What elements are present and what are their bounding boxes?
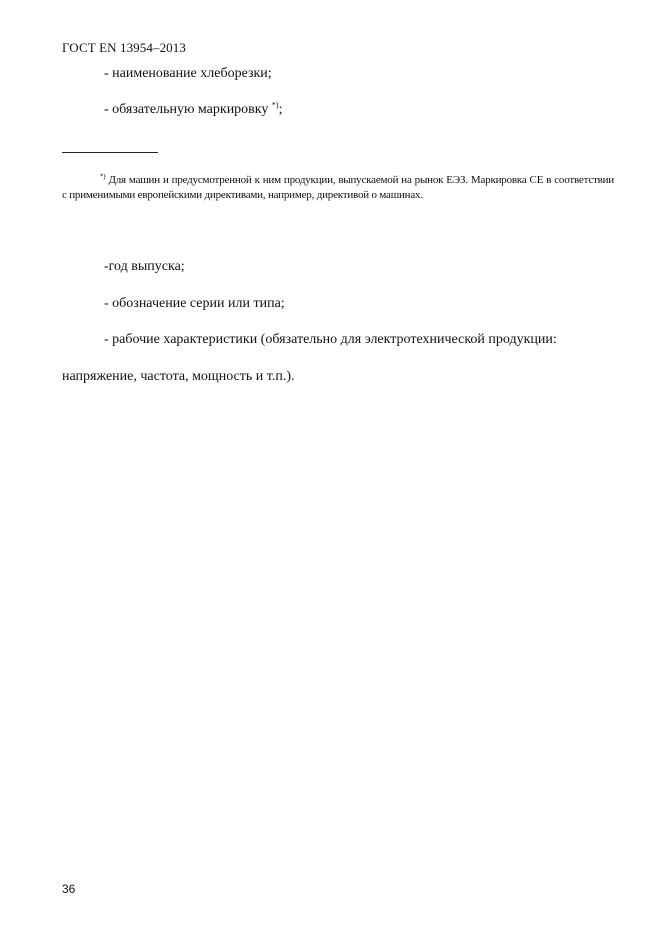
footnote-text: Для машин и предусмотренной к ним продукции, выпускаемой на рынок ЕЭЗ. Маркировка CE в соответствии с применимыми европейскими директивами, например, директивой о машинах. [62,174,614,201]
footnote [62,173,614,203]
page-number: 36 [62,882,76,896]
footnote-reference-mark: *) [271,100,279,110]
list-item-series-designation: - обозначение серии или типа; [104,296,285,311]
list-item-mandatory-marking [104,102,282,118]
footnote-separator [62,152,158,153]
list-item-mandatory-marking-suffix: ; [278,102,283,117]
document-header-code: ГОСТ EN 13954–2013 [62,40,186,55]
list-item-year-of-manufacture: -год выпуска; [104,259,185,274]
list-item-mandatory-marking-text: - обязательную маркировку [104,102,272,117]
footnote-mark: *) [100,172,106,181]
list-item-operating-characteristics-continued: напряжение, частота, мощность и т.п.). [62,369,295,384]
list-item-bread-slicer-name: - наименование хлеборезки; [104,66,272,81]
list-item-operating-characteristics: - рабочие характеристики (обязательно для электротехнической продукции: [104,332,557,347]
